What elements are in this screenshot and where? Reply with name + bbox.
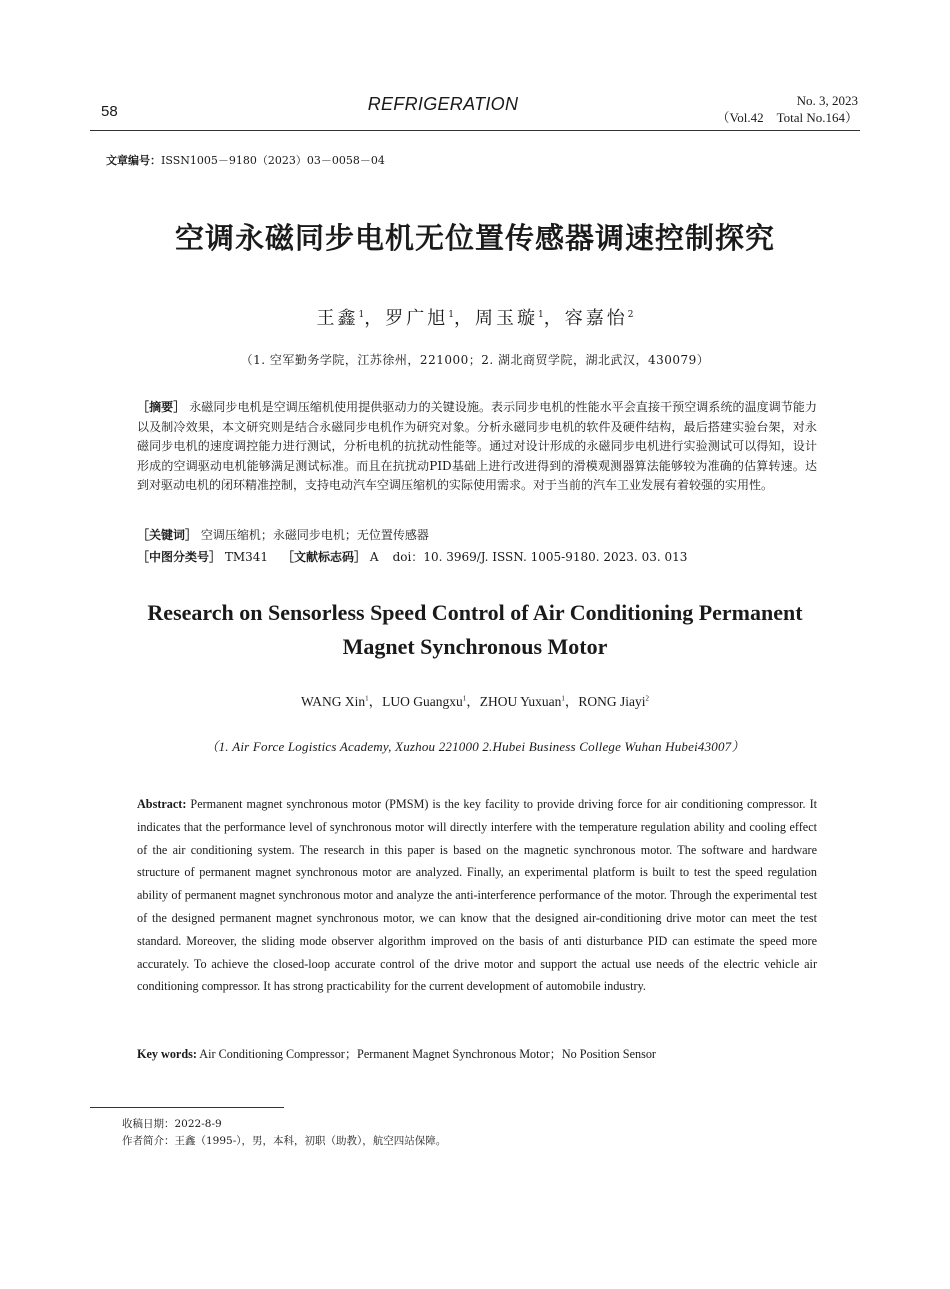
english-abstract-label: Abstract: [137,797,187,811]
author-separator: ， [368,694,383,709]
english-authors [0,690,950,710]
journal-name: REFRIGERATION [367,94,519,114]
author-separator: ， [564,694,579,709]
article-id [106,152,385,168]
author-affiliation-mark: 1 [365,694,369,703]
issue-info [717,92,859,126]
chinese-abstract-text: 永磁同步电机是空调压缩机使用提供驱动力的关键设施。表示同步电机的性能水平会直接干预空调系统的温度调节能力以及制冷效果，本文研究则是结合永磁同步电机作为研究对象。分析永磁同步电机的软件及硬件结构，最后搭建实验台架，对永磁同步电机的速度调控能力进行测试，分析电机的抗扰动性能等。通过对设计形成的永磁同步电机进行实验测试可以得知，设计形成的空调驱动电机能够满足测试标准。而且在抗扰动PID基础上进行改进得到的滑模观测器算法能够较为准确的估算转速。达到对驱动电机的闭环精准控制，支持电动汽车空调压缩机的实际使用需求。对于当前的汽车工业发展有着较强的实用性。 [137,400,817,493]
english-affiliation: （1. Air Force Logistics Academy, Xuzhou 221000 2.Hubei Business College Wuhan Hubei43007） [205,739,745,754]
author-affiliation-mark: 1 [358,310,365,320]
author-affiliation-mark: 2 [645,694,649,703]
author-affiliation-mark: 1 [448,310,454,320]
english-keywords-text: Air Conditioning Compressor；Permanent Magnet Synchronous Motor；No Position Sensor [199,1047,656,1061]
author-separator: ， [454,308,475,329]
footnote-author-bio: 作者简介：王鑫（1995-），男，本科，初职（助教），航空四站保障。 [122,1135,447,1147]
chinese-keywords-label: ［关键词］ [137,528,198,542]
chinese-abstract [137,398,817,496]
author-affiliation-mark: 2 [627,310,634,320]
header-divider [90,130,860,131]
chinese-authors [0,304,950,330]
chinese-affiliation: （1. 空军勤务学院，江苏徐州，221000；2. 湖北商贸学院，湖北武汉，430079） [240,353,710,367]
class-number-label: ［中图分类号］ [137,550,222,564]
chinese-keywords [137,526,817,543]
author-affiliation-mark: 1 [561,694,565,703]
author-separator: ， [466,694,480,709]
author-name: 罗广旭 [385,308,449,329]
page-number: 58 [101,103,118,120]
author-separator: ， [364,308,386,329]
footnote-received-date: 收稿日期：2022-8-9 [122,1118,222,1130]
footnote-divider [90,1107,284,1108]
article-id-value: ISSN1005－9180（2023）03－0058－04 [161,154,385,167]
english-abstract-text: Permanent magnet synchronous motor (PMSM) is the key facility to provide driving force for air conditioning compressor. It indicates that the performance level of synchronous motor will directly interfere with the temperature regulation ability and cooling effect of the air conditioning system. The research in this paper is based on the magnetic synchronous motor. The software and hardware structure of permanent magnet synchronous motor are analyzed. Finally, an experimental platform is built to test the speed regulation ability of permanent magnet synchronous motor and analyze the anti-interference performance of the motor. Through the experimental test of the designed permanent magnet synchronous motor, we can know that the designed air-conditioning drive motor can meet the test standard. Moreover, the sliding mode observer algorithm improved on the basis of anti disturbance PID can estimate the speed more accurately. To achieve the closed-loop accurate control of the drive motor and support the actual use needs of the electric vehicle air conditioning compressor. It has strong practicability for the current development of automobile industry. [137,797,818,994]
author-name: 王鑫 [316,308,359,329]
english-keywords [137,1045,817,1062]
classification-line [137,548,817,565]
english-keywords-label: Key words: [137,1047,197,1061]
doc-code-value: A [369,550,379,564]
author-name: LUO Guangxu [382,694,463,709]
author-affiliation-mark: 1 [538,310,544,320]
doc-code-label: ［文献标志码］ [282,550,367,564]
chinese-keywords-text: 空调压缩机；永磁同步电机；无位置传感器 [200,528,429,542]
chinese-title: 空调永磁同步电机无位置传感器调速控制探究 [174,221,775,255]
author-name: 容嘉怡 [564,308,628,329]
author-name: ZHOU Yuxuan [479,694,562,709]
author-name: WANG Xin [301,694,366,709]
author-separator: ， [543,308,565,329]
doi-value: 10. 3969/J. ISSN. 1005-9180. 2023. 03. 013 [423,550,688,564]
author-name: 周玉璇 [475,308,538,329]
article-id-label: 文章编号： [106,154,161,167]
english-title-line: Magnet Synchronous Motor [342,634,608,659]
english-abstract [137,793,817,998]
english-title [0,596,950,664]
author-name: RONG Jiayi [578,694,646,709]
english-title-line: Research on Sensorless Speed Control of Air Conditioning Permanent [147,600,803,625]
author-affiliation-mark: 1 [462,694,467,703]
class-number-value: TM341 [224,550,269,564]
doi-label: doi： [392,550,424,564]
volume-info: （Vol.42 Total No.164） [716,110,858,125]
issue-number: No. 3, 2023 [796,93,858,108]
chinese-abstract-label: ［摘要］ [137,400,186,414]
